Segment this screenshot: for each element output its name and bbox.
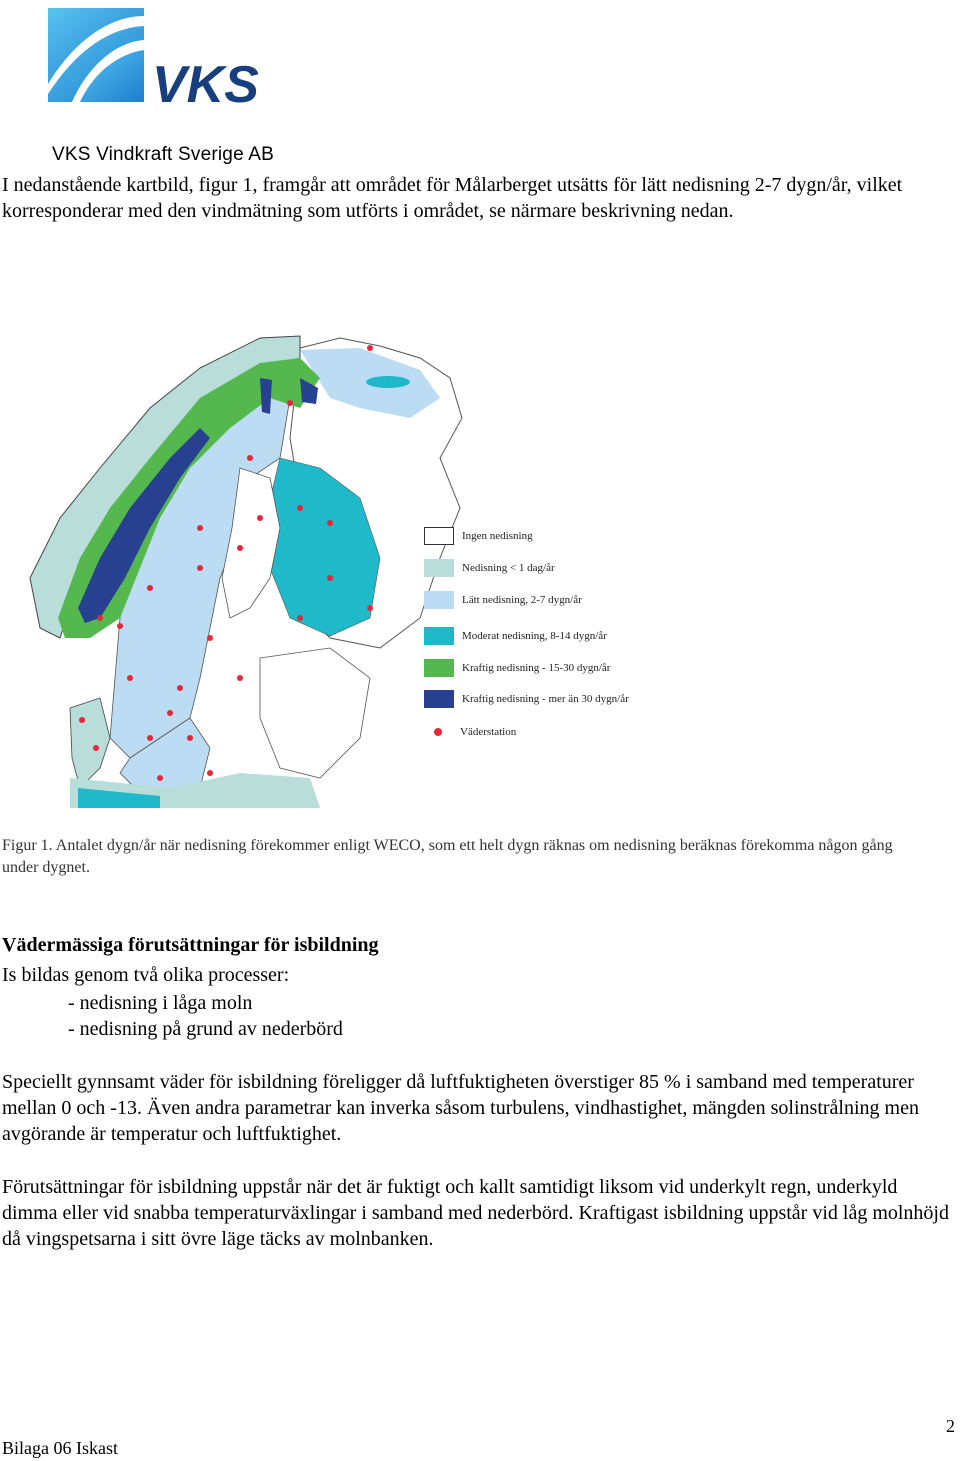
paragraph-prerequisites: Förutsättningar för isbildning uppstår när det är fuktigt och kallt samtidigt liksom vid underkylt regn, underkyld dimma eller vid snabba temperaturväxlingar i samband med nederbörd. Kraftigast isbildning uppstår vid låg molnhöjd då vingspetsarna i sitt övre läge täcks av molnbanken. <box>2 1176 949 1250</box>
legend-item-station <box>424 722 516 742</box>
list-item: - nedisning i låga moln <box>68 992 253 1014</box>
scandinavia-map <box>0 318 470 808</box>
legend-item-heavy <box>424 658 610 678</box>
legend-item-light <box>424 590 582 610</box>
legend-swatch <box>424 627 454 645</box>
footer-attachment: Bilaga 06 Iskast <box>2 1438 118 1458</box>
legend-swatch <box>424 591 454 609</box>
logo-wordmark: VKS <box>152 56 259 106</box>
legend-label: Kraftig nedisning - mer än 30 dygn/år <box>462 693 629 705</box>
paragraph-conditions: Speciellt gynnsamt väder för isbildning föreligger då luftfuktigheten överstiger 85 % i samband med temperaturer mellan 0 och -13. Även andra parametrar kan inverka såsom turbulens, vindhastighet, mängden solinstrålning men avgörande är temperatur och luftfuktighet. <box>2 1071 919 1145</box>
legend-swatch <box>424 559 454 577</box>
process-intro: Is bildas genom två olika processer: <box>2 964 290 986</box>
process-list <box>68 990 343 1042</box>
page-number: 2 <box>946 1416 955 1436</box>
legend-item-very-heavy <box>424 689 629 709</box>
section-heading: Vädermässiga förutsättningar för isbildning <box>2 934 379 956</box>
company-name: VKS Vindkraft Sverige AB <box>52 144 275 165</box>
icing-map <box>0 318 470 808</box>
legend-label: Kraftig nedisning - 15-30 dygn/år <box>462 662 611 674</box>
vks-logo <box>46 6 278 106</box>
list-item: - nedisning på grund av nederbörd <box>68 1018 343 1040</box>
intro-paragraph: I nedanstående kartbild, figur 1, framgår att området för Målarberget utsätts för lätt nedisning 2-7 dygn/år, vilket korresponderar med den vindmätning som utförts i området, se närmare beskrivning nedan. <box>2 174 903 222</box>
vks-logo-graphic <box>46 6 278 106</box>
figure-caption: Figur 1. Antalet dygn/år när nedisning förekommer enligt WECO, som ett helt dygn räknas om nedisning beräknas förekomma någon gång under dygnet. <box>2 837 893 876</box>
legend-item-moderate <box>424 626 607 646</box>
legend-label: Lätt nedisning, 2-7 dygn/år <box>462 594 582 606</box>
legend-label: Väderstation <box>460 726 517 738</box>
legend-label: Ingen nedisning <box>462 530 533 542</box>
legend-swatch <box>424 690 454 708</box>
legend-swatch <box>424 527 454 545</box>
legend-swatch <box>424 659 454 677</box>
legend-label: Moderat nedisning, 8-14 dygn/år <box>462 630 607 642</box>
legend-item-no-icing <box>424 526 533 546</box>
legend-label: Nedisning < 1 dag/år <box>462 562 555 574</box>
legend-item-under-1 <box>424 558 555 578</box>
weather-station-dot-icon <box>434 728 442 736</box>
